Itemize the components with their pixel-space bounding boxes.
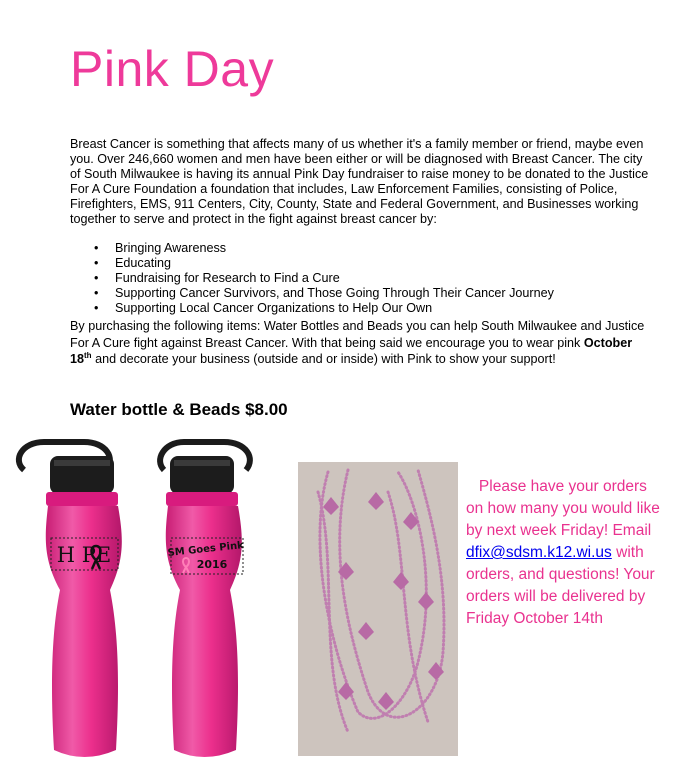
list-item: • Supporting Local Cancer Organizations to Help Our Own <box>94 301 654 316</box>
water-bottle-right <box>160 442 250 757</box>
beads-necklace-image <box>298 462 458 756</box>
list-item: • Bringing Awareness <box>94 241 654 256</box>
list-item: • Supporting Cancer Survivors, and Those Going Through Their Cancer Journey <box>94 286 654 301</box>
bullet-list <box>94 241 654 316</box>
list-item: • Fundraising for Research to Find a Cure <box>94 271 654 286</box>
bottle-label-hope: H PE <box>56 543 112 567</box>
email-link[interactable]: dfix@sdsm.k12.wi.us <box>466 544 612 561</box>
purchase-text-end: and decorate your business (outside and or inside) with Pink to show your support! <box>91 352 556 366</box>
order-instructions <box>466 476 666 630</box>
product-heading: Water bottle & Beads $8.00 <box>70 400 288 419</box>
list-item: • Educating <box>94 256 654 271</box>
intro-paragraph: Breast Cancer is something that affects many of us whether it's a family member or friend, maybe even you. Over 246,660 women and men have been either or will be diagnosed with Breast Cancer. The city of South Milwaukee is having its annual Pink Day fundraiser to raise money to be donated to the Justice For A Cure Foundation a foundation that includes, Law Enforcement Families, consisting of Police, Firefighters, EMS, 911 Centers, City, County, State and Federal Government, and Businesses working together to serve and protect in the fight against breast cancer by: <box>70 137 649 226</box>
bottle-label-sm: SM Goes Pink <box>167 540 245 559</box>
purchase-paragraph <box>70 318 650 368</box>
purchase-text: By purchasing the following items: Water Bottles and Beads you can help South Milwaukee and Justice For A Cure fight against Breast Cancer. With that being said we encourage you to wear pink <box>70 319 645 350</box>
order-text-end: with orders, and questions! Your orders will be delivered by Friday October 14th <box>466 544 655 627</box>
bottle-label-year: 2016 <box>196 558 228 571</box>
water-bottles-image <box>14 430 294 770</box>
event-date: October 18th <box>70 335 633 366</box>
order-text: Please have your orders on how many you would like by next week Friday! Email <box>466 478 660 539</box>
water-bottle-left <box>19 442 122 757</box>
page-title: Pink Day <box>70 41 275 97</box>
